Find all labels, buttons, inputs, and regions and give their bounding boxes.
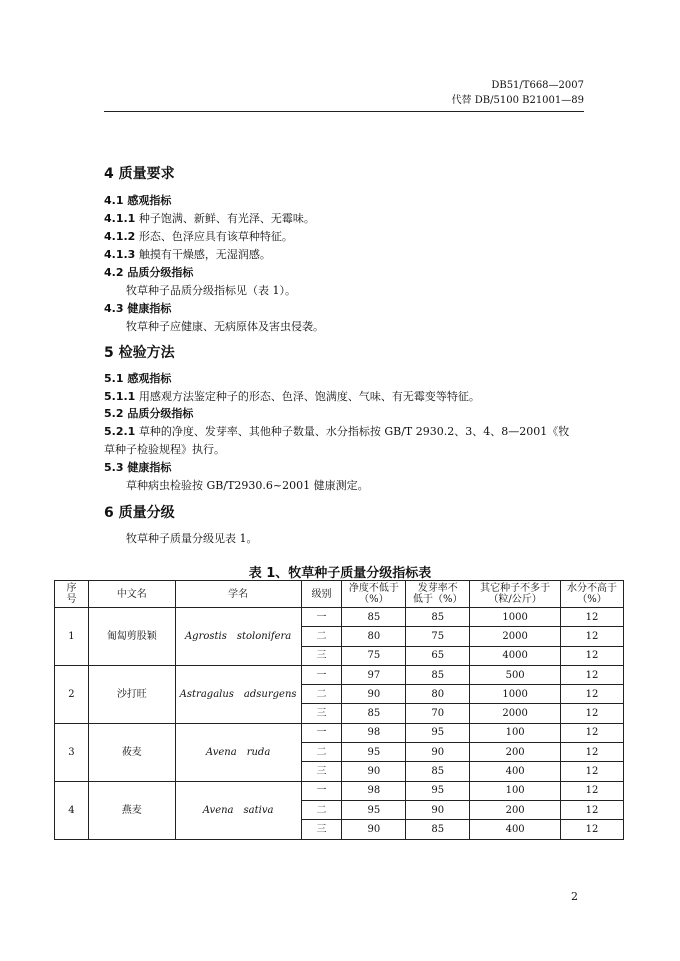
cell-grade: 二 [301, 743, 342, 762]
cell-germination: 85 [406, 665, 470, 684]
cell-other-seeds: 500 [470, 665, 561, 684]
cell-grade: 三 [301, 646, 342, 665]
cell-grade: 一 [301, 608, 342, 627]
cell-grade: 二 [301, 627, 342, 646]
cell-germination: 80 [406, 685, 470, 704]
cell-chinese-name: 燕麦 [88, 781, 175, 839]
cell-germination: 95 [406, 781, 470, 800]
section-5-3-title: 5.3 健康指标 [104, 461, 172, 474]
cell-seq: 1 [55, 608, 89, 666]
header-seq: 序 号 [55, 581, 89, 608]
cell-scientific-name [175, 781, 301, 839]
cell-other-seeds: 200 [470, 800, 561, 819]
clause-text: 种子饱满、新鲜、有光泽、无霉味。 [135, 212, 315, 225]
table-row [55, 665, 624, 684]
cell-purity: 97 [342, 665, 406, 684]
section-4-3-title: 4.3 健康指标 [104, 302, 172, 315]
clause-number: 4.1.3 [104, 248, 136, 261]
cell-moisture: 12 [561, 627, 624, 646]
cell-germination: 85 [406, 608, 470, 627]
seed-quality-table [54, 580, 624, 840]
clause-5-2-1 [104, 423, 569, 439]
section-6-text: 牧草种子质量分级见表 1。 [126, 532, 258, 545]
epithet: ruda [246, 746, 271, 758]
cell-germination: 85 [406, 762, 470, 781]
clause-5-1-1 [104, 388, 480, 404]
cell-grade: 二 [301, 685, 342, 704]
clause-number: 5.2.1 [104, 425, 136, 438]
cell-other-seeds: 100 [470, 781, 561, 800]
clause-text: 触摸有干燥感，无湿润感。 [135, 248, 271, 261]
genus: Avena [202, 804, 234, 816]
cell-other-seeds: 400 [470, 820, 561, 839]
epithet: adsurgens [243, 688, 297, 700]
header-purity: 净度不低于 （%） [342, 581, 406, 608]
cell-purity: 85 [342, 704, 406, 723]
replaces-standard: 代替 DB/5100 B21001—89 [451, 95, 584, 106]
cell-germination: 90 [406, 800, 470, 819]
clause-number: 4.1.1 [104, 212, 136, 225]
clause-text: 草种的净度、发芽率、其他种子数量、水分指标按 GB/T 2930.2、3、4、8—2001《牧 [135, 425, 570, 438]
cell-purity: 98 [342, 723, 406, 742]
genus: Avena [205, 746, 237, 758]
cell-purity: 80 [342, 627, 406, 646]
cell-chinese-name: 莜麦 [88, 723, 175, 781]
cell-grade: 一 [301, 781, 342, 800]
header-chinese-name: 中文名 [88, 581, 175, 608]
table-row [55, 723, 624, 742]
cell-moisture: 12 [561, 646, 624, 665]
cell-other-seeds: 200 [470, 743, 561, 762]
cell-grade: 二 [301, 800, 342, 819]
genus: Astragalus [179, 688, 234, 700]
cell-moisture: 12 [561, 743, 624, 762]
clause-4-1-1 [104, 210, 315, 226]
section-5-3-text: 草种病虫检验按 GB/T2930.6~2001 健康测定。 [126, 479, 369, 492]
header-grade: 级别 [301, 581, 342, 608]
cell-germination: 75 [406, 627, 470, 646]
cell-other-seeds: 4000 [470, 646, 561, 665]
clause-number: 5.1.1 [104, 390, 136, 403]
genus: Agrostis [184, 630, 227, 642]
clause-text: 形态、色泽应具有该草种特征。 [135, 230, 293, 243]
cell-moisture: 12 [561, 781, 624, 800]
cell-purity: 85 [342, 608, 406, 627]
section-4-title: 4 质量要求 [104, 166, 175, 182]
section-4-2-title: 4.2 品质分级指标 [104, 266, 194, 279]
cell-purity: 90 [342, 762, 406, 781]
section-4-3-text: 牧草种子应健康、无病原体及害虫侵袭。 [126, 320, 324, 333]
cell-purity: 75 [342, 646, 406, 665]
cell-scientific-name [175, 608, 301, 666]
cell-purity: 90 [342, 820, 406, 839]
clause-text: 用感观方法鉴定种子的形态、色泽、饱满度、气味、有无霉变等特征。 [135, 390, 480, 403]
cell-germination: 90 [406, 743, 470, 762]
cell-grade: 一 [301, 723, 342, 742]
section-5-title: 5 检验方法 [104, 345, 175, 361]
cell-moisture: 12 [561, 723, 624, 742]
clause-number: 4.1.2 [104, 230, 136, 243]
cell-moisture: 12 [561, 820, 624, 839]
table-row [55, 781, 624, 800]
clause-4-1-2 [104, 228, 293, 244]
cell-moisture: 12 [561, 665, 624, 684]
standard-number: DB51/T668—2007 [491, 80, 584, 91]
header-scientific-name: 学名 [175, 581, 301, 608]
cell-purity: 98 [342, 781, 406, 800]
cell-seq: 4 [55, 781, 89, 839]
section-5-2-title: 5.2 品质分级指标 [104, 407, 194, 420]
cell-purity: 95 [342, 743, 406, 762]
epithet: stolonifera [236, 630, 292, 642]
cell-other-seeds: 1000 [470, 685, 561, 704]
cell-other-seeds: 100 [470, 723, 561, 742]
table-caption: 表 1、牧草种子质量分级指标表 [248, 566, 432, 581]
section-5-1-title: 5.1 感观指标 [104, 372, 172, 385]
cell-other-seeds: 2000 [470, 627, 561, 646]
cell-moisture: 12 [561, 685, 624, 704]
header-other-seeds: 其它种子不多于 （粒/公斤） [470, 581, 561, 608]
cell-moisture: 12 [561, 800, 624, 819]
cell-germination: 85 [406, 820, 470, 839]
clause-5-2-1-continued: 草种子检验规程》执行。 [104, 443, 225, 456]
cell-grade: 一 [301, 665, 342, 684]
cell-grade: 三 [301, 762, 342, 781]
page-header [452, 78, 584, 108]
cell-germination: 65 [406, 646, 470, 665]
cell-germination: 70 [406, 704, 470, 723]
cell-purity: 95 [342, 800, 406, 819]
header-moisture: 水分不高于 （%） [561, 581, 624, 608]
cell-scientific-name [175, 723, 301, 781]
header-germination: 发芽率不 低于（%） [406, 581, 470, 608]
cell-scientific-name [175, 665, 301, 723]
cell-seq: 3 [55, 723, 89, 781]
cell-grade: 三 [301, 704, 342, 723]
section-4-1-title: 4.1 感观指标 [104, 194, 172, 207]
header-rule [104, 111, 584, 112]
table-row [55, 608, 624, 627]
cell-other-seeds: 2000 [470, 704, 561, 723]
cell-moisture: 12 [561, 608, 624, 627]
cell-other-seeds: 400 [470, 762, 561, 781]
section-4-2-text: 牧草种子品质分级指标见（表 1）。 [126, 284, 296, 297]
cell-other-seeds: 1000 [470, 608, 561, 627]
epithet: sativa [243, 804, 274, 816]
cell-seq: 2 [55, 665, 89, 723]
page-number: 2 [571, 890, 578, 903]
cell-chinese-name: 沙打旺 [88, 665, 175, 723]
cell-grade: 三 [301, 820, 342, 839]
clause-4-1-3 [104, 246, 271, 262]
cell-moisture: 12 [561, 704, 624, 723]
cell-purity: 90 [342, 685, 406, 704]
cell-germination: 95 [406, 723, 470, 742]
section-6-title: 6 质量分级 [104, 505, 175, 521]
cell-chinese-name: 匍匐剪股颖 [88, 608, 175, 666]
cell-moisture: 12 [561, 762, 624, 781]
table-header-row [55, 581, 624, 608]
